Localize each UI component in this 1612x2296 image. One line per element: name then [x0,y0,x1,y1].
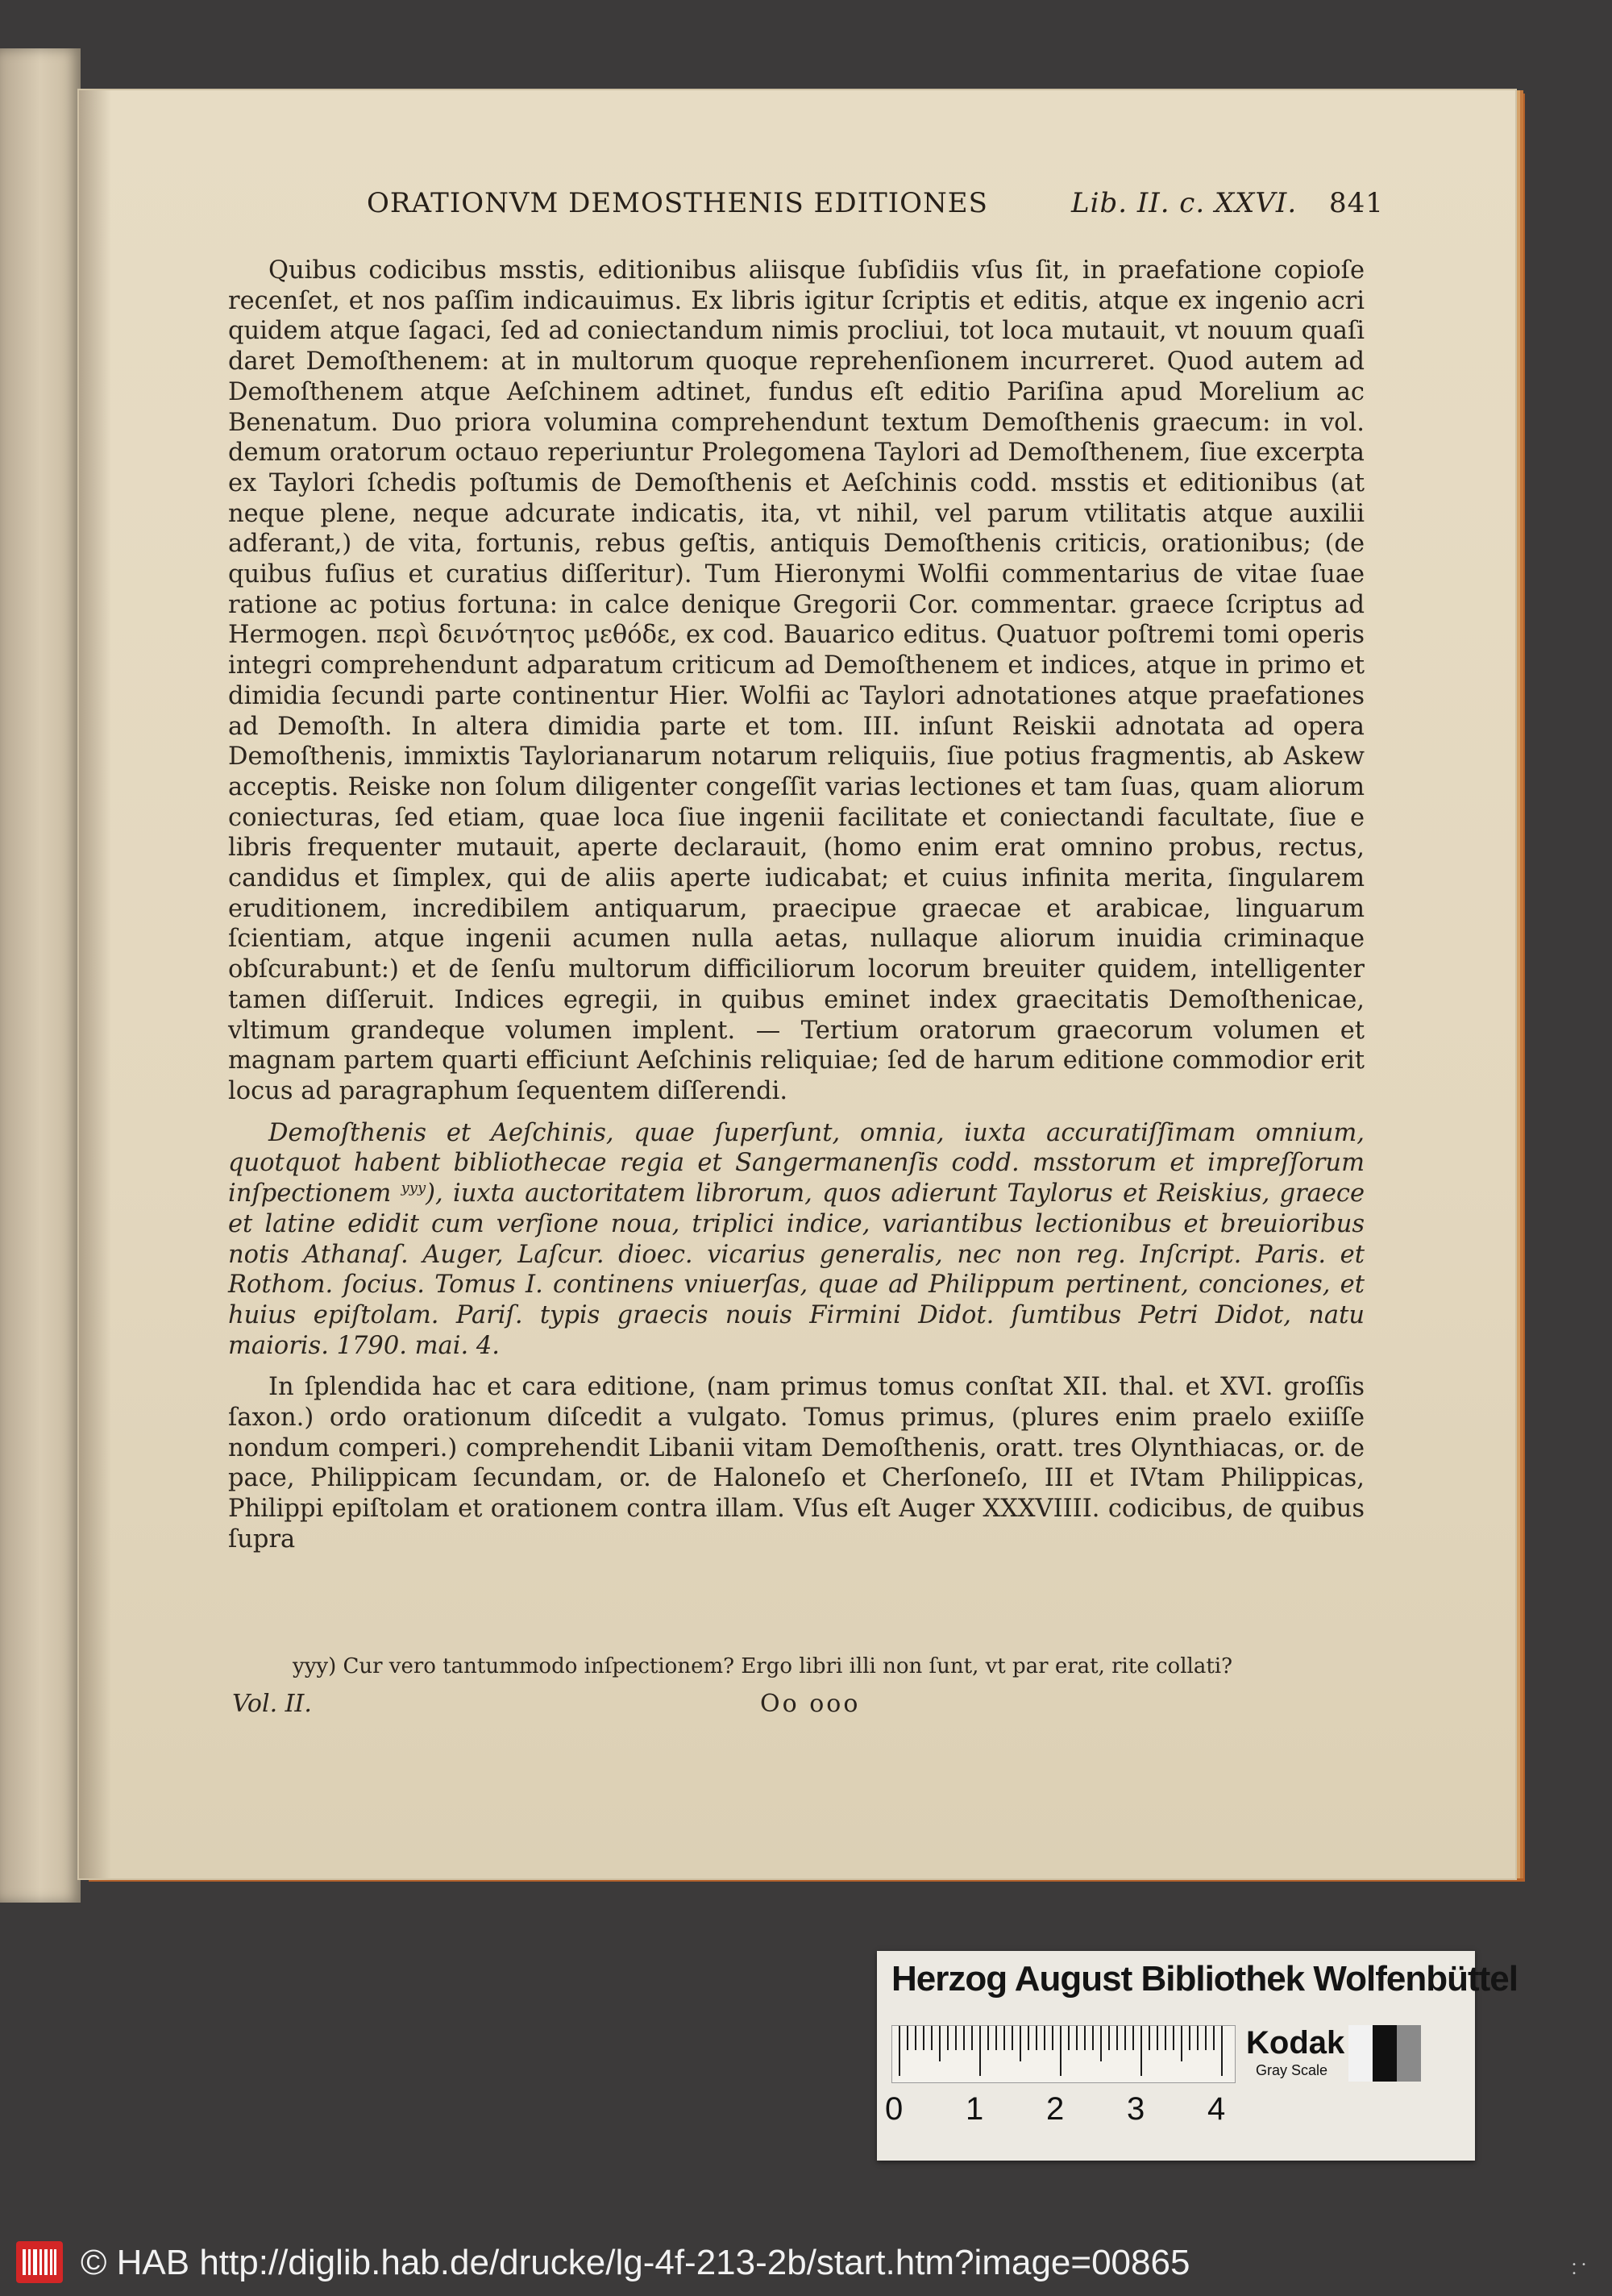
ruler-tick [1100,2026,1102,2061]
ruler-tick [1044,2026,1045,2050]
book-page [79,90,1515,1878]
bibliographic-citation [228,1118,1365,1362]
ruler-number: 3 [1127,2091,1145,2127]
ruler-tick [1213,2026,1215,2050]
ruler-tick [1060,2026,1062,2076]
ruler-tick [1205,2026,1207,2050]
signature-mark: Oo ooo [760,1690,861,1718]
barcode-icon [16,2241,63,2283]
paragraph-3: In ſplendida hac et cara editione, (nam primus tomus conſtat XII. thal. et XVI. groſſis ſaxon.) ordo orationum diſcedit a vulgato. Tomus primus, (plures enim praelo exiiſſe nondum comperi.) comprehendit Libanii vitam Demoſthenis, oratt. tres Olynthiacas, or. de pace, Philippicam ſecundam, or. de Haloneſo et Cherſoneſo, III et IVtam Philippicas, Philippi epiſtolam et orationem contra illam. Vſus eſt Auger XXXVIIII. codicibus, de quibus ſupra [228,1373,1365,1554]
ruler-number: 2 [1046,2091,1065,2127]
page-number: 841 [1329,187,1384,219]
gray-patch-white [1348,2025,1373,2082]
ruler-tick [971,2026,973,2050]
ruler-tick [1012,2026,1013,2050]
running-head-title: ORATIONVM DEMOSTHENIS EDITIONES [367,187,988,219]
ruler-tick [979,2026,981,2076]
ruler-tick [987,2026,989,2050]
ruler-tick [931,2026,933,2050]
kodak-gray-scale-label: Gray Scale [1256,2062,1328,2078]
ruler-tick [1052,2026,1053,2050]
gutter-shadow [79,90,111,1878]
ruler-tick [1124,2026,1126,2050]
citation-continuation: ), iuxta auctoritatem librorum, quos adierunt Taylorus et Reiskius, graece et latine edidit cum verſione noua, triplici indice, variantibus lectionibus et breuioribus notis Athanaſ. Auger, Laſcur. dioec. vicarius generalis, nec non reg. Inſcript. Paris. et Rothom. ſocius. Tomus I. continens vniuerſas, quae ad Philippum pertinent, conciones, et huius epiſtolam. Pariſ. typis graecis nouis Firmini Didot. ſumtibus Petri Didot, natu maioris. 1790. mai. 4. [228,1179,1365,1360]
ruler-tick [1020,2026,1021,2061]
facing-page-edge [0,48,81,1903]
library-name: Herzog August Bibliothek Wolfenbüttel [891,1959,1518,1999]
citation-text: Demoſthenis et Aeſchinis, quae ſuperſunt, omnia, iuxta accuratiſſimam omnium, quotquot habent bibliothecae regia et Sangermanenſis codd. msstorum et impreſſorum inſpectionem [228,1118,1365,1208]
footnote: yyy) Cur vero tantummodo inſpectionem? Ergo libri illi non ſunt, vt par erat, rite collati? [293,1654,1233,1678]
ruler-tick [939,2026,941,2061]
footnote-marker: yyy [401,1179,426,1196]
signature-line [232,1690,1361,1722]
ruler-tick [1197,2026,1199,2050]
ruler-tick [1116,2026,1118,2050]
ruler-number: 1 [966,2091,984,2127]
ruler-tick [1003,2026,1005,2050]
gray-patch-black [1373,2025,1397,2082]
ruler-tick [963,2026,965,2050]
footer-bar [0,2233,1612,2296]
ruler-tick [915,2026,916,2050]
ruler-tick [1108,2026,1110,2050]
ruler-tick [1140,2026,1142,2076]
footer-ornament: • • • [1572,2261,1587,2278]
calibration-card [877,1951,1518,2161]
kodak-logo: Kodak [1246,2025,1345,2061]
ruler-tick [1068,2026,1070,2050]
ruler-number: 0 [885,2091,904,2127]
ruler-tick [1173,2026,1174,2050]
ruler-tick [1181,2026,1182,2061]
main-text [228,256,1365,1555]
ruler-tick [1132,2026,1134,2050]
ruler-number: 4 [1207,2091,1226,2127]
ruler-tick [907,2026,908,2050]
running-head [367,187,1384,226]
ruler-tick [1149,2026,1150,2050]
ruler-tick [1084,2026,1086,2050]
ruler-tick [1092,2026,1094,2050]
ruler-tick [1036,2026,1037,2050]
ruler-tick [1165,2026,1166,2050]
ruler-tick [1028,2026,1029,2050]
ruler-tick [995,2026,997,2050]
ruler-numbers [885,2091,1224,2132]
ruler-tick [923,2026,924,2050]
ruler-tick [1221,2026,1223,2076]
paragraph-1: Quibus codicibus msstis, editionibus aliisque ſubſidiis vſus ſit, in praefatione copioſe recenſet, et nos paſſim indicauimus. Ex libris igitur ſcriptis et editis, atque ex ingenio acri quidem atque ſagaci, ſed ad coniectandum nimis procliui, tot loca mutauit, vt nouum quaſi daret Demoſthenem: at in multorum quoque reprehenſionem incurreret. Quod autem ad Demoſthenem atque Aeſchinem adtinet, fundus eſt editio Pariſina apud Morelium ac Benenatum. Duo priora volumina comprehendunt textum Demoſthenis graecum: in vol. demum oratorum octauo reperiuntur Prolegomena Taylori ad Demoſthenem, ſiue excerpta ex Taylori ſchedis poſtumis de Demoſthenis et Aeſchinis codd. msstis et editionibus (at neque plene, neque adcurate indicatis, ita, vt nihil, vel parum vtilitatis atque auxilii adferant,) de vita, fortunis, rebus geſtis, antiquis Demoſthenis criticis, orationibus; (de quibus fuſius et curatius diſſeritur). Tum Hieronymi Wolfii commentarius de vitae ſuae ratione ac potius fortuna: in calce denique Gregorii Cor. commentar. graece ſcriptus ad Hermogen. περὶ δεινότητος μεθόδε, ex cod. Bauarico editus. Quatuor poſtremi tomi operis integri comprehendunt adparatum criticum ad Demoſthenem et indices, atque in primo et dimidia ſecundi parte continentur Hier. Wolfii ac Taylori adnotationes atque praefationes ad Demoſth. In altera dimidia parte et tom. III. inſunt Reiskii adnotata ad opera Demoſthenis, immixtis Taylorianarum notarum reliquiis, ſiue potius fragmentis, ab Askew acceptis. Reiske non ſolum diligenter congeſſit varias lectiones et tam ſuas, quam aliorum coniecturas, ſed etiam, quae loca ſiue ingenii facilitate et coniectandi facultate, ſiue e libris frequenter mutauit, aperte declarauit, (homo enim erat omnino probus, rectus, candidus et ſimplex, qui de aliis aperte iudicabat; et cuius infinita merita, ſingularem eruditionem, incredibilem antiquarum, praecipue graecae et arabicae, linguarum ſcientiam, atque ingenii acumen nulla aetas, nullaque aliorum inuidia criminaque obſcurabunt:) et de ſenſu multorum difficiliorum locorum breuiter quidem, intelligenter tamen diſſeruit. Indices egregii, in quibus eminet index graecitatis Demoſthenicae, vltimum grandeque volumen implent. — Tertium oratorum graecorum volumen et magnam partem quarti efficiunt Aeſchinis reliquiae; ſed de harum editione commodior erit locus ad paragraphum ſequentem diſſerendi. [228,256,1365,1105]
ruler-tick [955,2026,957,2050]
ruler-tick [1157,2026,1158,2050]
volume-label: Vol. II. [232,1690,312,1718]
ruler-tick [947,2026,949,2050]
ruler-tick [1189,2026,1190,2050]
ruler-tick [899,2026,900,2076]
source-url[interactable]: © HAB http://diglib.hab.de/drucke/lg-4f-213-2b/start.htm?image=00865 [81,2243,1190,2282]
measurement-ruler [891,2025,1236,2083]
ruler-tick [1076,2026,1078,2050]
gray-scale-patches [1348,2025,1421,2082]
gray-patch-mid [1397,2025,1421,2082]
running-head-reference: Lib. II. c. XXVI. [1071,187,1298,219]
